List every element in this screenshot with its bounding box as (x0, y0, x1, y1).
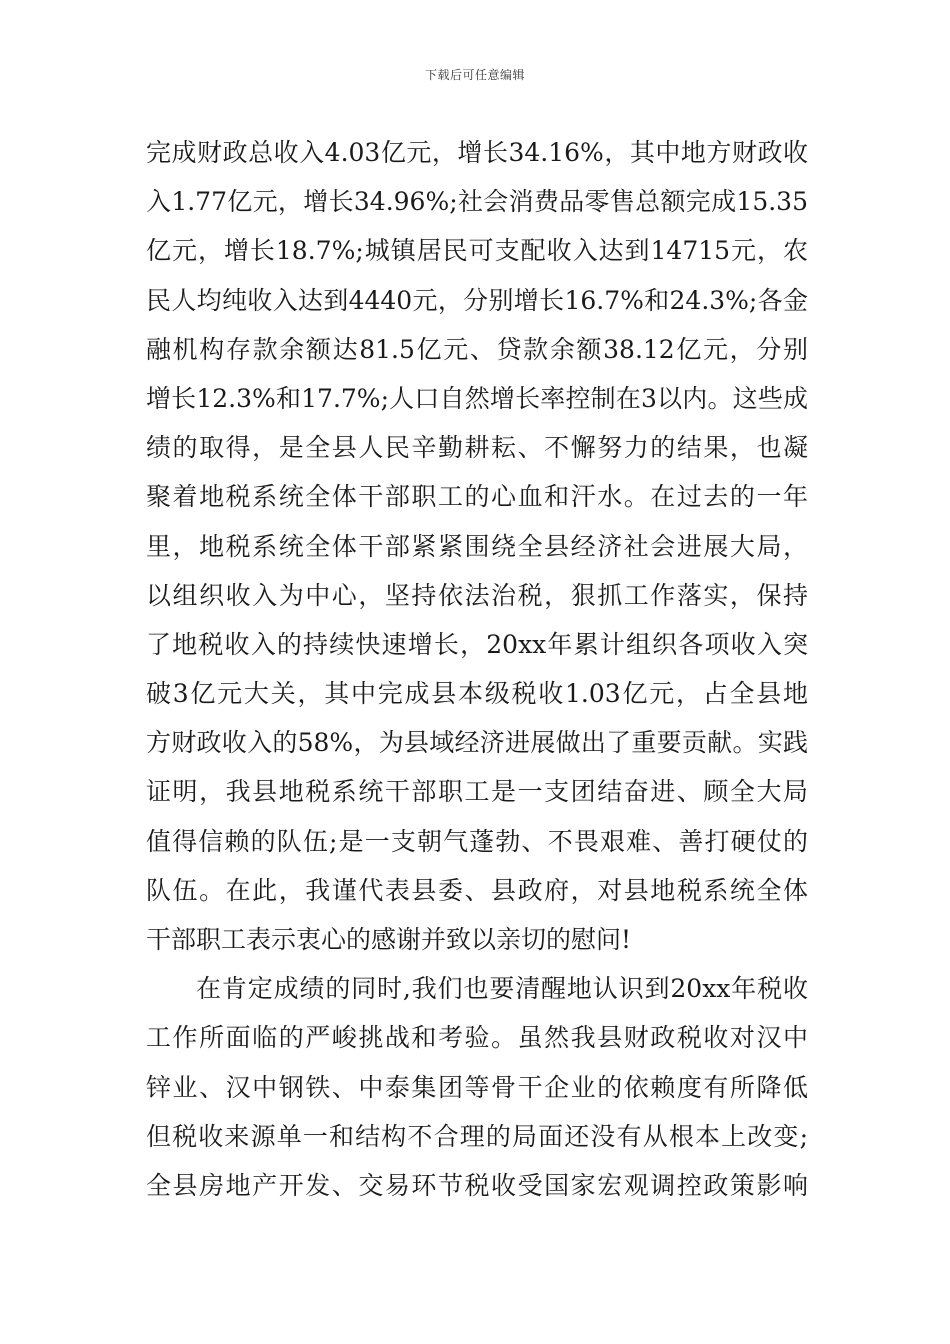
text-line: 方财政收入的58%，为县域经济进展做出了重要贡献。实践 (146, 728, 808, 758)
text-line: 值得信赖的队伍;是一支朝气蓬勃、不畏艰难、善打硬仗的 (146, 826, 808, 856)
text-line: 队伍。在此，我谨代表县委、县政府，对县地税系统全体 (146, 875, 808, 905)
text-line: 全县房地产开发、交易环节税收受国家宏观调控政策影响 (146, 1170, 808, 1200)
text-line: 干部职工表示衷心的感谢并致以亲切的慰问! (146, 925, 632, 954)
text-line: 完成财政总收入4.03亿元，增长34.16%，其中地方财政收 (146, 138, 808, 167)
text-line: 工作所面临的严峻挑战和考验。虽然我县财政税收对汉中 (146, 1023, 808, 1053)
text-line: 了地税收入的持续快速增长，20xx年累计组织各项收入突 (146, 629, 808, 659)
text-line: 以组织收入为中心，坚持依法治税，狠抓工作落实，保持 (146, 580, 808, 610)
text-line: 聚着地税系统全体干部职工的心血和汗水。在过去的一年 (146, 482, 808, 512)
paragraph-1 (146, 128, 808, 964)
text-line: 但税收来源单一和结构不合理的局面还没有从根本上改变; (146, 1121, 808, 1151)
document-body (146, 128, 808, 1210)
text-line: 里，地税系统全体干部紧紧围绕全县经济社会进展大局， (146, 531, 808, 561)
text-line: 融机构存款余额达81.5亿元、贷款余额38.12亿元，分别 (146, 334, 808, 364)
text-line: 增长12.3%和17.7%;人口自然增长率控制在3以内。这些成 (146, 383, 808, 413)
text-line: 证明，我县地税系统干部职工是一支团结奋进、顾全大局 (146, 777, 808, 807)
text-line: 锌业、汉中钢铁、中泰集团等骨干企业的依赖度有所降低 (146, 1072, 808, 1102)
text-line: 民人均纯收入达到4440元，分别增长16.7%和24.3%;各金 (146, 285, 808, 315)
text-line: 亿元，增长18.7%;城镇居民可支配收入达到14715元，农 (146, 236, 808, 266)
text-line: 在肯定成绩的同时,我们也要清醒地认识到20xx年税收 (196, 974, 808, 1004)
text-line: 绩的取得，是全县人民辛勤耕耘、不懈努力的结果，也凝 (146, 433, 808, 463)
text-line: 入1.77亿元，增长34.96%;社会消费品零售总额完成15.35 (146, 187, 808, 217)
text-line: 破3亿元大关，其中完成县本级税收1.03亿元，占全县地 (146, 679, 808, 709)
paragraph-2 (146, 964, 808, 1210)
page-header-note: 下载后可任意编辑 (424, 68, 525, 82)
